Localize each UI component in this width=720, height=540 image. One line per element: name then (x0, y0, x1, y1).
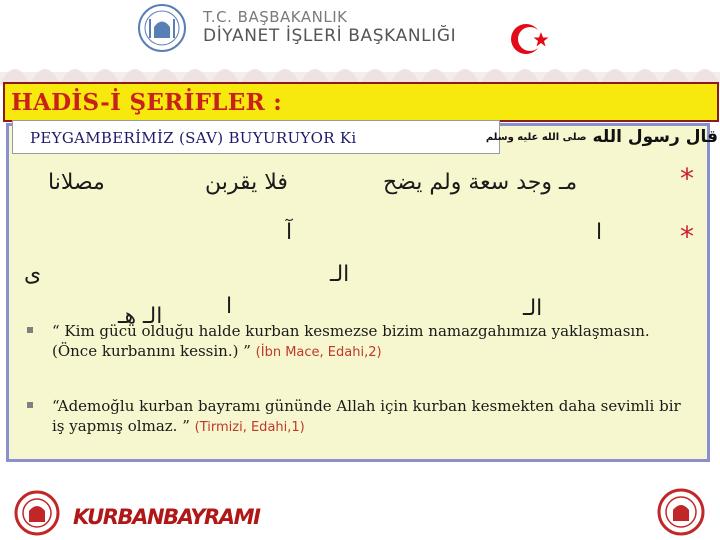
bullet-icon (27, 327, 33, 333)
star-marker-1: * (680, 162, 694, 195)
hadith-1-text: “ Kim gücü olduğu halde kurban kesmezse bizim namazgahımıza yaklaşmasın. (Önce kurbanını kessin.) ” (52, 322, 650, 360)
arabic-line-4-c: الـ هـ (118, 304, 163, 329)
hadith-1 (52, 321, 692, 363)
arabic-line-1-left: مصلانا (48, 170, 105, 195)
arabic-line-2-mid: آ (286, 220, 293, 245)
diyanet-emblem-icon (8, 489, 66, 537)
arabic-line-3-left: ى (24, 262, 42, 287)
header-line-2: DİYANET İŞLERİ BAŞKANLIĞI (203, 26, 457, 46)
hadith-2-text: “Ademoğlu kurban bayramı gününde Allah için kurban kesmekten daha sevimli bir iş yapmış olmaz. ” (52, 397, 681, 435)
hadith-2 (52, 396, 692, 438)
header-line-1: T.C. BAŞBAKANLIK (203, 8, 348, 26)
arabic-line-2-right: ا (596, 220, 603, 245)
diyanet-emblem-icon (650, 487, 712, 537)
hadith-1-source: (İbn Mace, Edahi,2) (255, 345, 382, 360)
bullet-icon (27, 402, 33, 408)
title-bar (3, 82, 719, 122)
arabic-line-4-a: الـ (523, 296, 543, 321)
arabic-banner-sub: صلى الله عليه وسلم (485, 131, 587, 143)
subtitle-box (12, 120, 500, 154)
arabic-line-3-right: الـ (330, 262, 350, 287)
ornament-border (0, 54, 720, 84)
kurban-bayrami-logo: KURBANBAYRAMI (73, 505, 260, 529)
arabic-line-4-b: ا (226, 294, 233, 319)
subtitle-text: PEYGAMBERİMİZ (SAV) BUYURUYOR Ki (30, 129, 357, 147)
arabic-banner (485, 120, 718, 154)
star-marker-2: * (680, 220, 694, 253)
arabic-banner-main: قال رسول الله (592, 127, 718, 147)
arabic-line-1-right: مـ وجد سعة ولم يضح (383, 170, 578, 195)
arabic-line-1-mid: فلا يقربن (205, 170, 288, 195)
page-title: HADİS-İ ŞERİFLER : (11, 89, 283, 116)
hadith-2-source: (Tirmizi, Edahi,1) (194, 420, 305, 435)
diyanet-emblem-icon (137, 3, 187, 53)
